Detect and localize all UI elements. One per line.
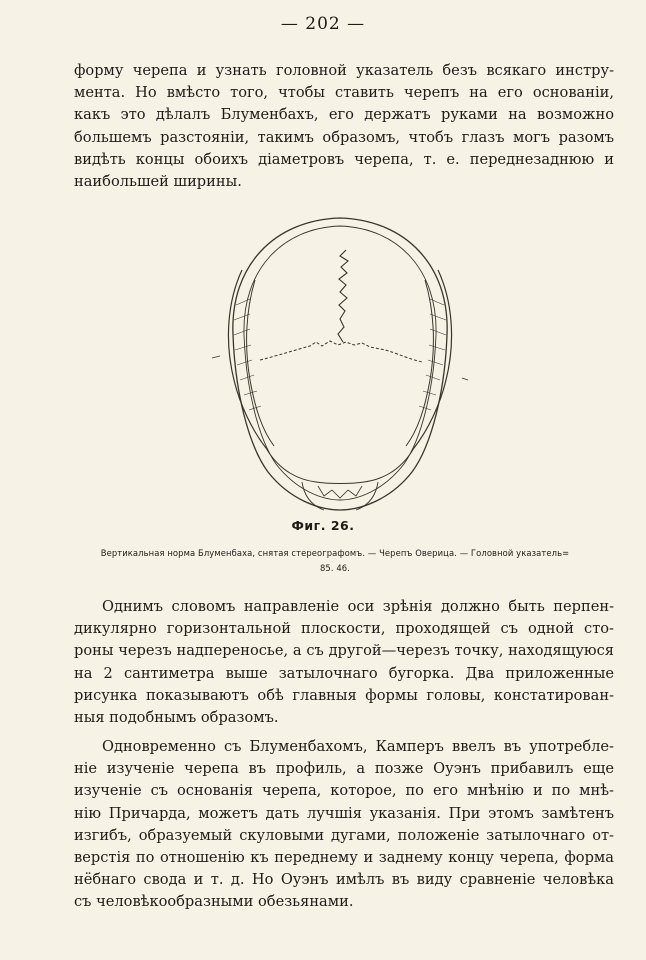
page-number: — 202 —: [280, 14, 366, 34]
text-line: нiю Причарда, можетъ дать лучшiя указанiя. При этомъ замѣтенъ: [74, 804, 614, 822]
text-line: видѣть концы обоихъ дiаметровъ черепа, т. е. переднезаднюю и: [74, 150, 614, 168]
text-line: роны черезъ надпереносье, а съ другой—черезъ точку, находящуюся: [74, 642, 614, 660]
paragraph-1: [74, 60, 614, 193]
caption-line: 85. 46.: [319, 563, 350, 573]
text-line: дикулярно горизонтальной плоскости, проходящей съ одной сто-: [74, 620, 614, 638]
text-line: изгибъ, образуемый скуловыми дугами, положенiе затылочнаго от-: [74, 826, 614, 844]
paragraph-3: [74, 736, 614, 914]
text-line: нёбнаго свода и т. д. Но Оуэнъ имѣлъ въ виду сравненiе человѣка: [74, 871, 614, 889]
caption-line: Вертикальная норма Блуменбаха, снятая стереографомъ. — Черепъ Оверица. — Головной указатель=: [100, 548, 570, 558]
paragraph-2: [74, 596, 614, 729]
text-line: изученiе съ основанiя черепа, которое, по его мнѣнiю и по мнѣ-: [74, 782, 614, 800]
text-line: форму черепа и узнать головной указатель безъ всякаго инстру-: [74, 62, 614, 79]
text-line: большемъ разстоянiи, такимъ образомъ, чтобъ глазъ могъ разомъ: [74, 128, 614, 146]
text-line: ныя подобнымъ образомъ.: [74, 709, 279, 727]
text-line: рисунка показываютъ обѣ главныя формы головы, констатирован-: [74, 686, 614, 704]
text-line: нiе изученiе черепа въ профиль, а позже Оуэнъ прибавилъ еще: [74, 760, 614, 778]
text-line: на 2 сантиметра выше затылочнаго бугорка. Два приложенные: [74, 664, 614, 682]
text-line: Однимъ словомъ направленiе оси зрѣнiя должно быть перпен-: [102, 598, 614, 615]
figure-caption: [70, 546, 600, 576]
text-line: верстiя по отношенiю къ переднему и заднему концу черепа, форма: [74, 849, 614, 867]
text-line: Одновременно съ Блуменбахомъ, Камперъ ввелъ въ употребле-: [102, 738, 614, 755]
text-line: какъ это дѣлалъ Блуменбахъ, его держатъ руками на возможно: [74, 106, 614, 124]
text-line: съ человѣкообразными обезьянами.: [74, 893, 354, 911]
skull-vertical-view-illustration: [200, 210, 480, 520]
text-line: мента. Но вмѣсто того, чтобы ставить черепъ на его основанiи,: [74, 84, 614, 102]
figure-label: Фиг. 26.: [291, 518, 355, 533]
text-line: наибольшей ширины.: [74, 173, 242, 191]
